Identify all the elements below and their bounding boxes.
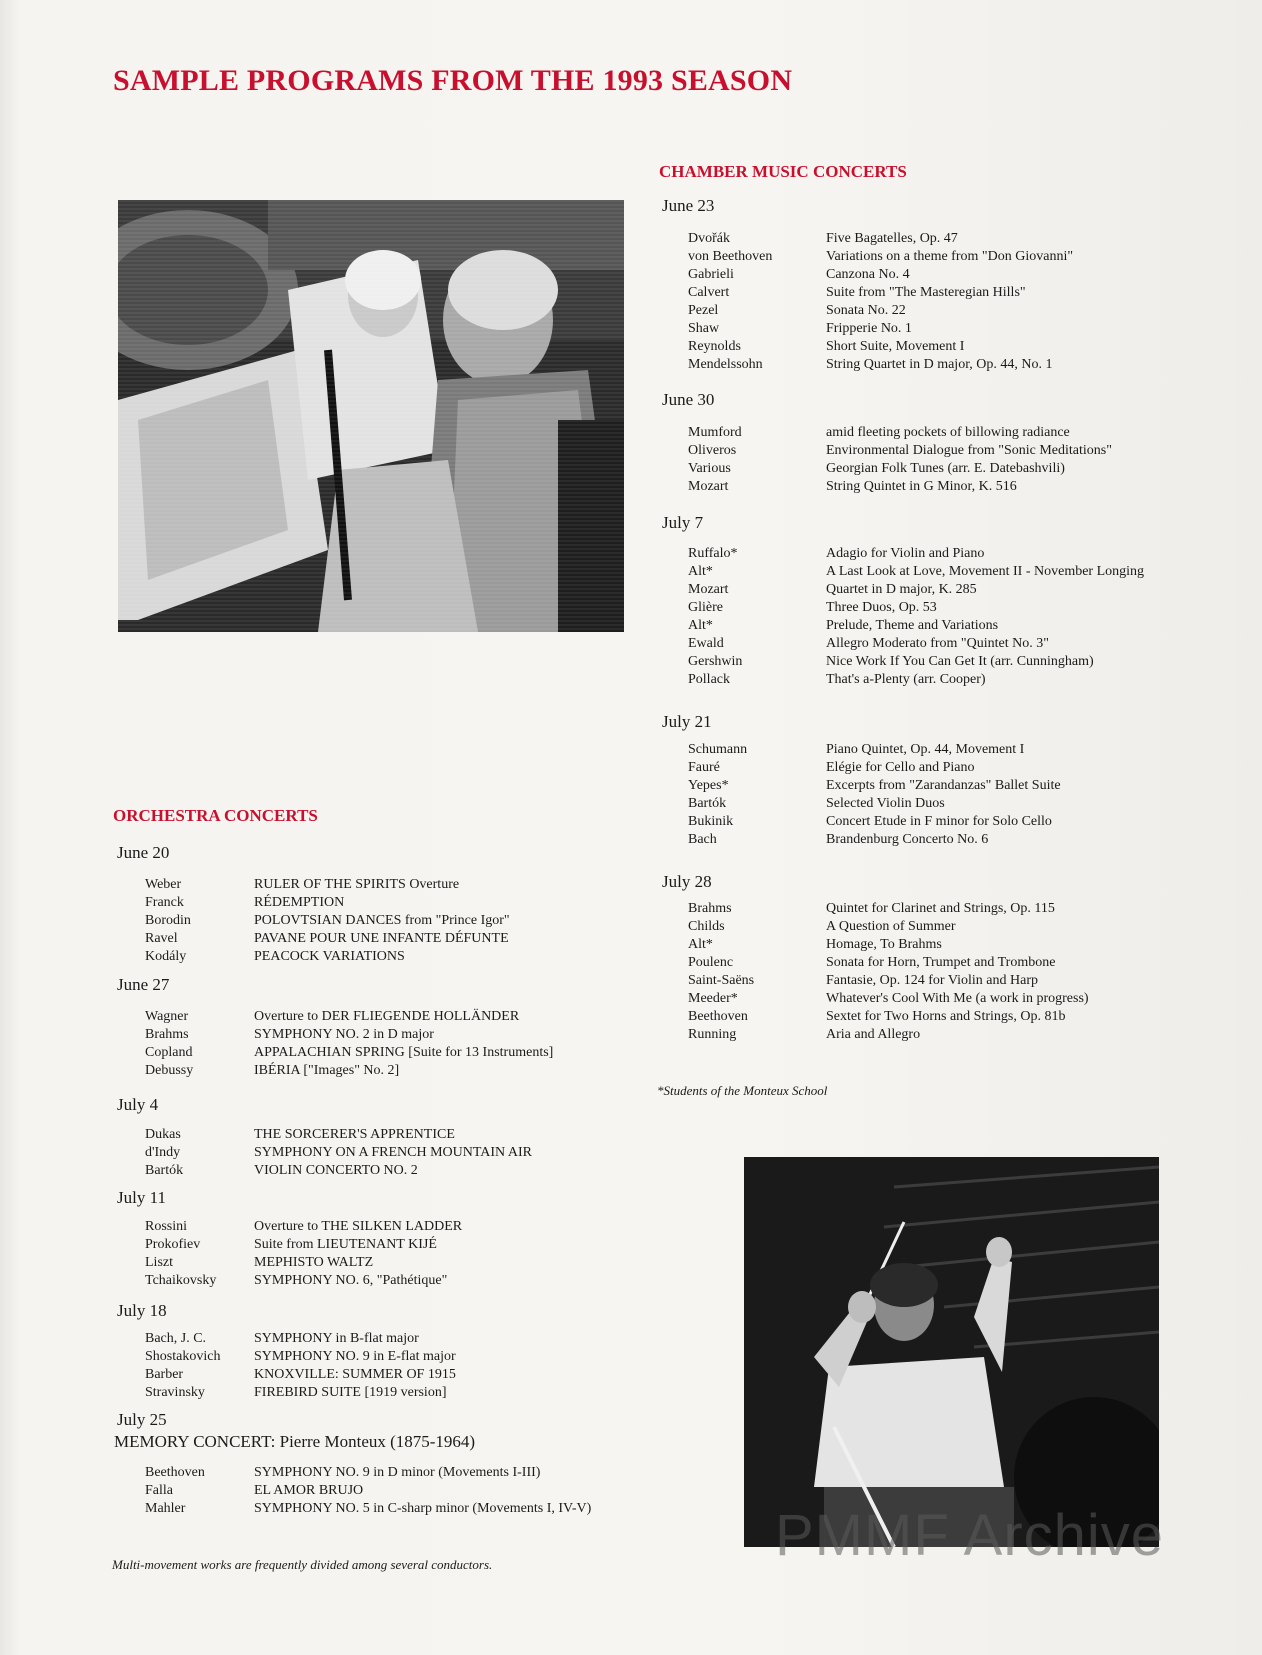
work-title: PEACOCK VARIATIONS [254,949,405,964]
composer-name: Shaw [688,321,720,336]
orchestra-footnote: Multi-movement works are frequently divided among several conductors. [112,1557,493,1572]
concert-date: July 4 [117,1095,159,1114]
memory-concert-subtitle: MEMORY CONCERT: Pierre Monteux (1875-1964) [114,1432,476,1451]
composer-name: Falla [145,1483,173,1498]
composer-name: Alt* [688,564,713,579]
work-title: Short Suite, Movement I [826,339,965,354]
work-title: VIOLIN CONCERTO NO. 2 [254,1163,418,1178]
work-title: Georgian Folk Tunes (arr. E. Datebashvili) [826,461,1065,476]
composer-name: Fauré [688,760,720,775]
work-title: Suite from LIEUTENANT KIJÉ [254,1237,437,1252]
work-title: FIREBIRD SUITE [1919 version] [254,1385,447,1400]
composer-name: Bach [688,832,717,847]
work-title: Sonata for Horn, Trumpet and Trombone [826,955,1056,970]
work-title: Excerpts from "Zarandanzas" Ballet Suite [826,778,1061,793]
composer-name: Pezel [688,303,719,318]
work-title: POLOVTSIAN DANCES from "Prince Igor" [254,913,510,928]
work-title: SYMPHONY NO. 9 in D minor (Movements I-III) [254,1465,541,1480]
work-title: RULER OF THE SPIRITS Overture [254,877,460,892]
composer-name: Oliveros [688,443,737,458]
work-title: Brandenburg Concerto No. 6 [826,832,989,847]
composer-name: Stravinsky [145,1385,205,1400]
work-title: Environmental Dialogue from "Sonic Meditations" [826,443,1112,458]
work-title: Quartet in D major, K. 285 [826,582,977,597]
work-title: Prelude, Theme and Variations [826,618,999,633]
composer-name: Poulenc [688,955,734,970]
composer-name: d'Indy [145,1145,181,1160]
composer-name: Beethoven [145,1465,205,1480]
composer-name: Bach, J. C. [145,1331,207,1346]
composer-name: Prokofiev [145,1237,201,1252]
work-title: Homage, To Brahms [826,937,942,952]
work-title: Aria and Allegro [826,1027,921,1042]
composer-name: Franck [145,895,184,910]
conductor-photo [744,1157,1159,1547]
composer-name: Alt* [688,937,713,952]
concert-date: June 27 [117,975,170,994]
work-title: Allegro Moderato from "Quintet No. 3" [826,636,1049,651]
composer-name: Borodin [145,913,191,928]
work-title: Fantasie, Op. 124 for Violin and Harp [826,973,1038,988]
work-title: SYMPHONY NO. 2 in D major [254,1027,434,1042]
work-title: RÉDEMPTION [254,895,345,910]
work-title: Overture to DER FLIEGENDE HOLLÄNDER [254,1009,520,1024]
composer-name: Brahms [688,901,732,916]
composer-name: Mumford [688,425,742,440]
composer-name: Bartók [145,1163,184,1178]
work-title: Adagio for Violin and Piano [826,546,985,561]
composer-name: Schumann [688,742,748,757]
work-title: A Last Look at Love, Movement II - November Longing [826,564,1145,579]
composer-name: Wagner [145,1009,189,1024]
concert-date: July 11 [117,1188,166,1207]
work-title: MEPHISTO WALTZ [254,1255,374,1270]
composer-name: Dvořák [688,231,730,246]
composer-name: Brahms [145,1027,189,1042]
archive-watermark: PMMF Archive [775,1503,1165,1568]
composer-name: Weber [145,877,182,892]
composer-name: Calvert [688,285,730,300]
composer-name: Running [688,1027,737,1042]
work-title: Concert Etude in F minor for Solo Cello [826,814,1052,829]
orchestra-rehearsal-photo [118,200,624,632]
concert-date: July 18 [117,1301,167,1320]
work-title: Quintet for Clarinet and Strings, Op. 115 [826,901,1055,916]
composer-name: Dukas [145,1127,181,1142]
work-title: PAVANE POUR UNE INFANTE DÉFUNTE [254,931,509,946]
concert-date: June 20 [117,843,170,862]
work-title: Sextet for Two Horns and Strings, Op. 81b [826,1009,1066,1024]
work-title: SYMPHONY NO. 6, "Pathétique" [254,1273,448,1288]
composer-name: Liszt [145,1255,173,1270]
composer-name: Gabrieli [688,267,734,282]
work-title: String Quintet in G Minor, K. 516 [826,479,1017,494]
work-title: Elégie for Cello and Piano [826,760,975,775]
concert-date: July 21 [662,712,712,731]
work-title: SYMPHONY NO. 9 in E-flat major [254,1349,456,1364]
work-title: A Question of Summer [826,919,956,934]
composer-name: Copland [145,1045,193,1060]
work-title: Fripperie No. 1 [826,321,912,336]
composer-name: von Beethoven [688,249,773,264]
orchestra-concerts-heading: ORCHESTRA CONCERTS [113,806,318,825]
composer-name: Bartók [688,796,727,811]
composer-name: Tchaikovsky [145,1273,217,1288]
work-title: Five Bagatelles, Op. 47 [826,231,958,246]
composer-name: Mahler [145,1501,186,1516]
composer-name: Childs [688,919,725,934]
composer-name: Ruffalo* [688,546,738,561]
composer-name: Kodály [145,949,187,964]
work-title: Selected Violin Duos [826,796,945,811]
composer-name: Bukinik [688,814,734,829]
composer-name: Meeder* [688,991,738,1006]
work-title: KNOXVILLE: SUMMER OF 1915 [254,1367,456,1382]
composer-name: Rossini [145,1219,188,1234]
composer-name: Gershwin [688,654,743,669]
work-title: Three Duos, Op. 53 [826,600,937,615]
work-title: Piano Quintet, Op. 44, Movement I [826,742,1025,757]
work-title: Overture to THE SILKEN LADDER [254,1219,463,1234]
composer-name: Shostakovich [145,1349,221,1364]
composer-name: Alt* [688,618,713,633]
composer-name: Yepes* [688,778,729,793]
composer-name: Beethoven [688,1009,748,1024]
work-title: Variations on a theme from "Don Giovanni" [826,249,1074,264]
work-title: THE SORCERER'S APPRENTICE [254,1127,455,1142]
work-title: Whatever's Cool With Me (a work in progress) [826,991,1089,1006]
concert-date: July 7 [662,513,704,532]
composer-name: Ewald [688,636,724,651]
work-title: Suite from "The Masteregian Hills" [826,285,1026,300]
composer-name: Mozart [688,479,729,494]
composer-name: Reynolds [688,339,741,354]
composer-name: Various [688,461,731,476]
work-title: SYMPHONY NO. 5 in C-sharp minor (Movements I, IV-V) [254,1501,592,1516]
concert-date: June 30 [662,390,715,409]
composer-name: Mozart [688,582,729,597]
composer-name: Barber [145,1367,184,1382]
work-title: Canzona No. 4 [826,267,910,282]
page-title: SAMPLE PROGRAMS FROM THE 1993 SEASON [113,64,793,97]
chamber-footnote: *Students of the Monteux School [657,1083,828,1098]
work-title: SYMPHONY ON A FRENCH MOUNTAIN AIR [254,1145,533,1160]
composer-name: Mendelssohn [688,357,763,372]
work-title: String Quartet in D major, Op. 44, No. 1 [826,357,1053,372]
work-title: amid fleeting pockets of billowing radiance [826,425,1070,440]
concert-date: July 28 [662,872,712,891]
work-title: That's a-Plenty (arr. Cooper) [826,672,986,687]
concert-date: June 23 [662,196,715,215]
work-title: IBÉRIA ["Images" No. 2] [254,1063,400,1078]
work-title: SYMPHONY in B-flat major [254,1331,419,1346]
concert-date: July 25 [117,1410,167,1429]
composer-name: Debussy [145,1063,194,1078]
work-title: Sonata No. 22 [826,303,906,318]
composer-name: Glière [688,600,723,615]
work-title: Nice Work If You Can Get It (arr. Cunningham) [826,654,1094,669]
conductor-photo-image [744,1157,1159,1547]
composer-name: Ravel [145,931,178,946]
work-title: EL AMOR BRUJO [254,1483,364,1498]
work-title: APPALACHIAN SPRING [Suite for 13 Instruments] [254,1045,554,1060]
chamber-music-heading: CHAMBER MUSIC CONCERTS [659,162,907,181]
composer-name: Pollack [688,672,730,687]
rehearsal-photo-image [118,200,624,632]
composer-name: Saint-Saëns [688,973,755,988]
